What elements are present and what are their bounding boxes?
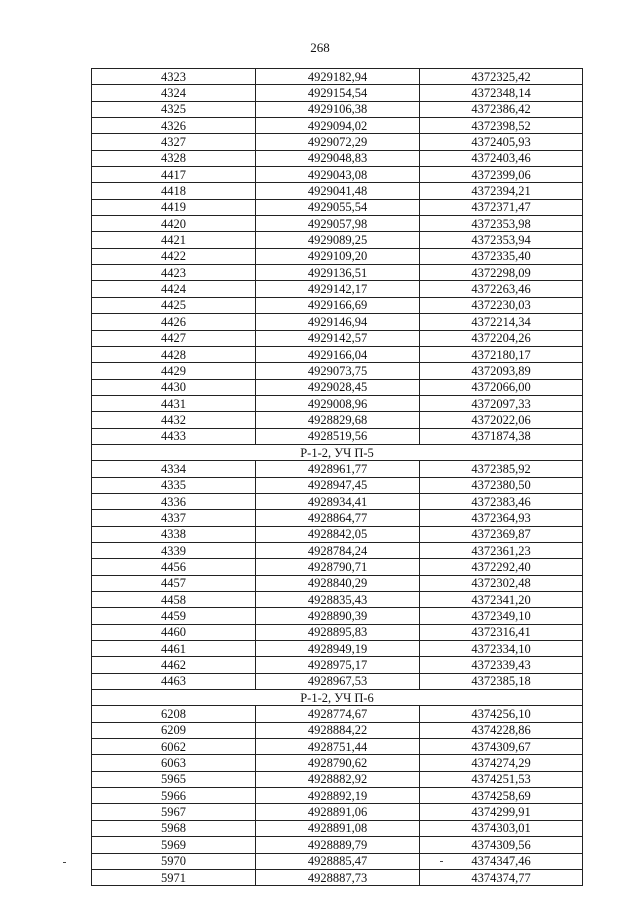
x-coordinate-cell: 4928891,08	[256, 820, 420, 836]
x-coordinate-cell: 4929154,54	[256, 85, 420, 101]
point-number-cell: 6063	[92, 755, 256, 771]
table-row	[92, 771, 583, 787]
table-row	[92, 330, 583, 346]
y-coordinate-cell: 4374258,69	[420, 788, 583, 804]
section-header-row	[92, 444, 583, 460]
table-row	[92, 461, 583, 477]
x-coordinate-cell: 4929057,98	[256, 216, 420, 232]
x-coordinate-cell: 4929146,94	[256, 314, 420, 330]
y-coordinate-cell: 4372335,40	[420, 248, 583, 264]
x-coordinate-cell: 4928842,05	[256, 526, 420, 542]
y-coordinate-cell: 4372394,21	[420, 183, 583, 199]
point-number-cell: 4418	[92, 183, 256, 199]
y-coordinate-cell: 4374309,56	[420, 837, 583, 853]
point-number-cell: 4327	[92, 134, 256, 150]
point-number-cell: 4458	[92, 592, 256, 608]
coordinates-table-body	[92, 69, 583, 886]
point-number-cell: 5966	[92, 788, 256, 804]
x-coordinate-cell: 4928784,24	[256, 542, 420, 558]
table-row	[92, 379, 583, 395]
point-number-cell: 4339	[92, 542, 256, 558]
table-row	[92, 199, 583, 215]
table-row	[92, 493, 583, 509]
point-number-cell: 4460	[92, 624, 256, 640]
x-coordinate-cell: 4928949,19	[256, 641, 420, 657]
x-coordinate-cell: 4928829,68	[256, 412, 420, 428]
y-coordinate-cell: 4372348,14	[420, 85, 583, 101]
point-number-cell: 4428	[92, 346, 256, 362]
y-coordinate-cell: 4372353,98	[420, 216, 583, 232]
point-number-cell: 4324	[92, 85, 256, 101]
point-number-cell: 4338	[92, 526, 256, 542]
point-number-cell: 4424	[92, 281, 256, 297]
section-header-row	[92, 690, 583, 706]
x-coordinate-cell: 4929073,75	[256, 363, 420, 379]
table-row	[92, 510, 583, 526]
x-coordinate-cell: 4928967,53	[256, 673, 420, 689]
x-coordinate-cell: 4928975,17	[256, 657, 420, 673]
x-coordinate-cell: 4928887,73	[256, 869, 420, 885]
table-row	[92, 134, 583, 150]
y-coordinate-cell: 4372093,89	[420, 363, 583, 379]
x-coordinate-cell: 4928864,77	[256, 510, 420, 526]
table-row	[92, 542, 583, 558]
point-number-cell: 4433	[92, 428, 256, 444]
y-coordinate-cell: 4374374,77	[420, 869, 583, 885]
y-coordinate-cell: 4372298,09	[420, 265, 583, 281]
y-coordinate-cell: 4372180,17	[420, 346, 583, 362]
x-coordinate-cell: 4928890,39	[256, 608, 420, 624]
y-coordinate-cell: 4372399,06	[420, 167, 583, 183]
y-coordinate-cell: 4372316,41	[420, 624, 583, 640]
table-row	[92, 297, 583, 313]
y-coordinate-cell: 4372364,93	[420, 510, 583, 526]
table-row	[92, 101, 583, 117]
x-coordinate-cell: 4929028,45	[256, 379, 420, 395]
table-row	[92, 477, 583, 493]
y-coordinate-cell: 4372398,52	[420, 118, 583, 134]
scan-mark	[63, 862, 66, 863]
y-coordinate-cell: 4372380,50	[420, 477, 583, 493]
x-coordinate-cell: 4929094,02	[256, 118, 420, 134]
x-coordinate-cell: 4928751,44	[256, 739, 420, 755]
y-coordinate-cell: 4372334,10	[420, 641, 583, 657]
point-number-cell: 4423	[92, 265, 256, 281]
x-coordinate-cell: 4929142,17	[256, 281, 420, 297]
x-coordinate-cell: 4928895,83	[256, 624, 420, 640]
point-number-cell: 4337	[92, 510, 256, 526]
point-number-cell: 5968	[92, 820, 256, 836]
point-number-cell: 4334	[92, 461, 256, 477]
x-coordinate-cell: 4929089,25	[256, 232, 420, 248]
table-row	[92, 853, 583, 869]
y-coordinate-cell: 4372386,42	[420, 101, 583, 117]
y-coordinate-cell: 4374299,91	[420, 804, 583, 820]
x-coordinate-cell: 4928790,71	[256, 559, 420, 575]
table-row	[92, 641, 583, 657]
y-coordinate-cell: 4372022,06	[420, 412, 583, 428]
y-coordinate-cell: 4372349,10	[420, 608, 583, 624]
point-number-cell: 4323	[92, 69, 256, 85]
point-number-cell: 5969	[92, 837, 256, 853]
table-row	[92, 150, 583, 166]
x-coordinate-cell: 4929166,04	[256, 346, 420, 362]
table-row	[92, 118, 583, 134]
y-coordinate-cell: 4374251,53	[420, 771, 583, 787]
scan-mark	[440, 861, 443, 862]
y-coordinate-cell: 4372097,33	[420, 395, 583, 411]
x-coordinate-cell: 4928840,29	[256, 575, 420, 591]
table-row	[92, 346, 583, 362]
x-coordinate-cell: 4928891,06	[256, 804, 420, 820]
point-number-cell: 5967	[92, 804, 256, 820]
x-coordinate-cell: 4929008,96	[256, 395, 420, 411]
point-number-cell: 4421	[92, 232, 256, 248]
x-coordinate-cell: 4928961,77	[256, 461, 420, 477]
y-coordinate-cell: 4374347,46	[420, 853, 583, 869]
table-row	[92, 657, 583, 673]
y-coordinate-cell: 4372339,43	[420, 657, 583, 673]
point-number-cell: 4461	[92, 641, 256, 657]
table-row	[92, 167, 583, 183]
point-number-cell: 4426	[92, 314, 256, 330]
table-row	[92, 85, 583, 101]
table-row	[92, 69, 583, 85]
x-coordinate-cell: 4929109,20	[256, 248, 420, 264]
page-number: 268	[310, 40, 330, 55]
table-row	[92, 575, 583, 591]
point-number-cell: 6209	[92, 722, 256, 738]
point-number-cell: 4456	[92, 559, 256, 575]
point-number-cell: 4326	[92, 118, 256, 134]
x-coordinate-cell: 4928519,56	[256, 428, 420, 444]
table-row	[92, 395, 583, 411]
x-coordinate-cell: 4929048,83	[256, 150, 420, 166]
table-row	[92, 281, 583, 297]
y-coordinate-cell: 4372263,46	[420, 281, 583, 297]
y-coordinate-cell: 4372066,00	[420, 379, 583, 395]
x-coordinate-cell: 4929142,57	[256, 330, 420, 346]
x-coordinate-cell: 4929136,51	[256, 265, 420, 281]
table-row	[92, 837, 583, 853]
point-number-cell: 4429	[92, 363, 256, 379]
point-number-cell: 5965	[92, 771, 256, 787]
y-coordinate-cell: 4374309,67	[420, 739, 583, 755]
point-number-cell: 5971	[92, 869, 256, 885]
point-number-cell: 4328	[92, 150, 256, 166]
point-number-cell: 6062	[92, 739, 256, 755]
table-row	[92, 559, 583, 575]
y-coordinate-cell: 4374256,10	[420, 706, 583, 722]
x-coordinate-cell: 4928835,43	[256, 592, 420, 608]
table-row	[92, 216, 583, 232]
point-number-cell: 4336	[92, 493, 256, 509]
table-row	[92, 673, 583, 689]
table-row	[92, 755, 583, 771]
table-row	[92, 265, 583, 281]
y-coordinate-cell: 4372371,47	[420, 199, 583, 215]
table-row	[92, 428, 583, 444]
table-row	[92, 314, 583, 330]
point-number-cell: 4432	[92, 412, 256, 428]
table-row	[92, 804, 583, 820]
x-coordinate-cell: 4928790,62	[256, 755, 420, 771]
x-coordinate-cell: 4928774,67	[256, 706, 420, 722]
y-coordinate-cell: 4372292,40	[420, 559, 583, 575]
table-row	[92, 412, 583, 428]
point-number-cell: 4459	[92, 608, 256, 624]
table-row	[92, 248, 583, 264]
point-number-cell: 4462	[92, 657, 256, 673]
point-number-cell: 4419	[92, 199, 256, 215]
point-number-cell: 4425	[92, 297, 256, 313]
y-coordinate-cell: 4371874,38	[420, 428, 583, 444]
table-row	[92, 788, 583, 804]
y-coordinate-cell: 4372405,93	[420, 134, 583, 150]
x-coordinate-cell: 4928892,19	[256, 788, 420, 804]
point-number-cell: 4457	[92, 575, 256, 591]
point-number-cell: 4335	[92, 477, 256, 493]
x-coordinate-cell: 4928934,41	[256, 493, 420, 509]
x-coordinate-cell: 4929182,94	[256, 69, 420, 85]
table-row	[92, 232, 583, 248]
x-coordinate-cell: 4928947,45	[256, 477, 420, 493]
y-coordinate-cell: 4372385,92	[420, 461, 583, 477]
x-coordinate-cell: 4929072,29	[256, 134, 420, 150]
x-coordinate-cell: 4928889,79	[256, 837, 420, 853]
section-title: Р-1-2, УЧ П-5	[92, 444, 583, 460]
coordinates-table	[91, 68, 583, 886]
y-coordinate-cell: 4372230,03	[420, 297, 583, 313]
x-coordinate-cell: 4929041,48	[256, 183, 420, 199]
table-row	[92, 739, 583, 755]
section-title: Р-1-2, УЧ П-6	[92, 690, 583, 706]
x-coordinate-cell: 4928882,92	[256, 771, 420, 787]
y-coordinate-cell: 4372325,42	[420, 69, 583, 85]
y-coordinate-cell: 4374274,29	[420, 755, 583, 771]
table-row	[92, 363, 583, 379]
point-number-cell: 4431	[92, 395, 256, 411]
table-row	[92, 183, 583, 199]
y-coordinate-cell: 4372341,20	[420, 592, 583, 608]
point-number-cell: 6208	[92, 706, 256, 722]
x-coordinate-cell: 4929055,54	[256, 199, 420, 215]
table-row	[92, 592, 583, 608]
x-coordinate-cell: 4928885,47	[256, 853, 420, 869]
point-number-cell: 4325	[92, 101, 256, 117]
point-number-cell: 4417	[92, 167, 256, 183]
table-row	[92, 608, 583, 624]
table-row	[92, 869, 583, 885]
y-coordinate-cell: 4374228,86	[420, 722, 583, 738]
y-coordinate-cell: 4372361,23	[420, 542, 583, 558]
point-number-cell: 4463	[92, 673, 256, 689]
point-number-cell: 4422	[92, 248, 256, 264]
y-coordinate-cell: 4372214,34	[420, 314, 583, 330]
y-coordinate-cell: 4372403,46	[420, 150, 583, 166]
y-coordinate-cell: 4372385,18	[420, 673, 583, 689]
table-row	[92, 706, 583, 722]
point-number-cell: 5970	[92, 853, 256, 869]
table-row	[92, 526, 583, 542]
point-number-cell: 4427	[92, 330, 256, 346]
y-coordinate-cell: 4372302,48	[420, 575, 583, 591]
y-coordinate-cell: 4372204,26	[420, 330, 583, 346]
point-number-cell: 4430	[92, 379, 256, 395]
y-coordinate-cell: 4372383,46	[420, 493, 583, 509]
table-row	[92, 722, 583, 738]
x-coordinate-cell: 4929043,08	[256, 167, 420, 183]
x-coordinate-cell: 4929106,38	[256, 101, 420, 117]
x-coordinate-cell: 4928884,22	[256, 722, 420, 738]
y-coordinate-cell: 4374303,01	[420, 820, 583, 836]
x-coordinate-cell: 4929166,69	[256, 297, 420, 313]
table-row	[92, 624, 583, 640]
y-coordinate-cell: 4372369,87	[420, 526, 583, 542]
table-row	[92, 820, 583, 836]
y-coordinate-cell: 4372353,94	[420, 232, 583, 248]
point-number-cell: 4420	[92, 216, 256, 232]
